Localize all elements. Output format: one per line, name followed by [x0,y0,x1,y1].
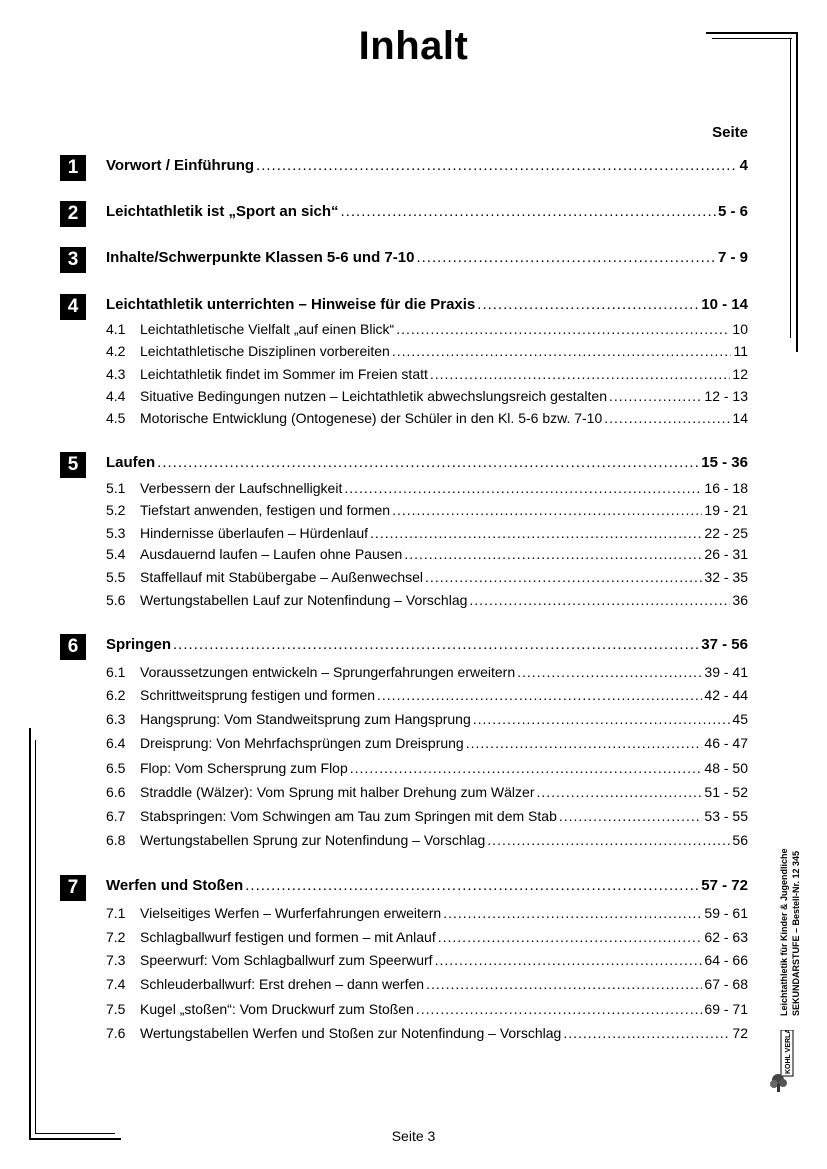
toc-item-5-3[interactable] [106,525,748,541]
dot-leader [392,343,732,359]
dot-leader [350,760,703,776]
table-of-contents [60,0,748,1169]
item-number: 5.2 [106,502,126,518]
frame-left-v2 [35,740,36,1134]
item-pages: 22 - 25 [704,525,748,541]
toc-item-6-8[interactable] [106,832,748,848]
item-pages: 26 - 31 [704,546,748,562]
item-pages: 32 - 35 [704,569,748,585]
section-number-badge: 4 [60,294,86,320]
frame-left-v1 [29,728,31,1140]
dot-leader [425,569,702,585]
item-number: 6.4 [106,735,126,751]
toc-item-7-5[interactable] [106,1001,748,1017]
section-title-row [106,636,748,653]
toc-item-6-5[interactable] [106,760,748,776]
dot-leader [392,502,702,518]
dot-leader [466,735,703,751]
item-pages: 72 [732,1025,748,1041]
item-title: Hangsprung: Vom Standweitsprung zum Hangsprung [140,711,471,727]
item-pages: 48 - 50 [704,760,748,776]
toc-item-4-1[interactable] [106,321,748,337]
item-pages: 12 [732,366,748,382]
section-pages: 57 - 72 [701,877,748,894]
item-title: Motorische Entwicklung (Ontogenese) der Schüler in den Kl. 5-6 bzw. 7-10 [140,410,603,426]
page-footer: Seite 3 [391,1128,436,1144]
dot-leader [477,296,699,313]
dot-leader [430,366,731,382]
item-title: Wertungstabellen Sprung zur Notenfindung – Vorschlag [140,832,486,848]
item-number: 7.2 [106,929,126,945]
item-pages: 45 [732,711,748,727]
section-title: Inhalte/Schwerpunkte Klassen 5-6 und 7-10 [106,249,415,266]
toc-section-4[interactable] [60,294,748,318]
item-number: 6.5 [106,760,126,776]
section-title: Leichtathletik ist „Sport an sich“ [106,203,339,220]
item-pages: 11 [733,343,748,359]
item-number: 4.4 [106,388,126,404]
section-number-badge: 3 [60,247,86,273]
item-number: 4.1 [106,321,126,337]
item-number: 6.6 [106,784,126,800]
item-title: Flop: Vom Schersprung zum Flop [140,760,348,776]
item-pages: 51 - 52 [704,784,748,800]
item-title: Dreisprung: Von Mehrfachsprüngen zum Dreisprung [140,735,464,751]
item-pages: 64 - 66 [704,952,748,968]
item-pages: 16 - 18 [704,480,748,496]
toc-item-6-1[interactable] [106,664,748,680]
item-title: Schrittweitsprung festigen und formen [140,687,376,703]
toc-item-7-1[interactable] [106,905,748,921]
item-number: 4.2 [106,343,126,359]
section-title: Vorwort / Einführung [106,157,255,174]
item-title: Straddle (Wälzer): Vom Sprung mit halber Drehung zum Wälzer [140,784,535,800]
item-number: 7.4 [106,976,126,992]
item-pages: 67 - 68 [704,976,748,992]
item-number: 5.1 [106,480,126,496]
toc-item-6-3[interactable] [106,711,748,727]
section-pages: 10 - 14 [701,296,748,313]
publisher-info [778,826,810,1016]
item-number: 7.6 [106,1025,126,1041]
item-number: 7.5 [106,1001,126,1017]
item-number: 7.1 [106,905,126,921]
page-title: Inhalt [358,24,469,68]
dot-leader [559,808,703,824]
dot-leader [370,525,702,541]
toc-item-5-4[interactable] [106,546,748,562]
section-number-badge: 7 [60,875,86,901]
toc-section-5[interactable] [60,452,748,476]
item-title: Leichtathletik findet im Sommer im Freien statt [140,366,428,382]
item-number: 7.3 [106,952,126,968]
dot-leader [245,877,699,894]
tree-icon [768,1030,798,1094]
dot-leader [344,480,702,496]
item-number: 6.2 [106,687,126,703]
item-title: Speerwurf: Vom Schlagballwurf zum Speerwurf [140,952,433,968]
item-title: Wertungstabellen Lauf zur Notenfindung – Vorschlag [140,592,468,608]
item-pages: 69 - 71 [704,1001,748,1017]
dot-leader [536,784,702,800]
item-pages: 36 [732,592,748,608]
section-number-badge: 6 [60,634,86,660]
publisher-logo [768,1030,798,1094]
toc-item-7-4[interactable] [106,976,748,992]
item-title: Vielseitiges Werfen – Wurferfahrungen erweitern [140,905,442,921]
dot-leader [443,905,702,921]
section-pages: 7 - 9 [717,249,748,266]
item-number: 6.8 [106,832,126,848]
item-number: 6.1 [106,664,126,680]
toc-item-4-4[interactable] [106,388,748,404]
section-title-row [106,877,748,894]
item-title: Tiefstart anwenden, festigen und formen [140,502,391,518]
toc-item-5-1[interactable] [106,480,748,496]
item-title: Schleuderballwurf: Erst drehen – dann werfen [140,976,425,992]
dot-leader [487,832,730,848]
toc-item-6-4[interactable] [106,735,748,751]
item-title: Voraussetzungen entwickeln – Sprungerfahrungen erweitern [140,664,516,680]
dot-leader [396,321,730,337]
item-pages: 39 - 41 [704,664,748,680]
section-pages: 37 - 56 [701,636,748,653]
section-number-badge: 5 [60,452,86,478]
toc-item-4-2[interactable] [106,343,748,359]
toc-item-5-5[interactable] [106,569,748,585]
frame-right-v2 [790,38,791,338]
toc-item-4-5[interactable] [106,410,748,426]
toc-item-5-6[interactable] [106,592,748,608]
item-pages: 42 - 44 [704,687,748,703]
item-pages: 10 [732,321,748,337]
item-title: Staffellauf mit Stabübergabe – Außenwechsel [140,569,424,585]
item-title: Ausdauernd laufen – Laufen ohne Pausen [140,546,403,562]
section-pages: 15 - 36 [701,454,748,471]
toc-section-2[interactable] [60,201,748,225]
dot-leader [604,410,730,426]
publisher-line-2: SEKUNDARSTUFE – Bestell-Nr. 12 345 [791,850,801,1016]
item-title: Wertungstabellen Werfen und Stoßen zur Notenfindung – Vorschlag [140,1025,562,1041]
dot-leader [473,711,731,727]
toc-item-4-3[interactable] [106,366,748,382]
dot-leader [256,157,738,174]
section-number-badge: 1 [60,155,86,181]
item-title: Leichtathletische Vielfalt „auf einen Blick“ [140,321,395,337]
section-pages: 4 [739,157,748,174]
toc-item-6-2[interactable] [106,687,748,703]
item-title: Situative Bedingungen nutzen – Leichtathletik abwechslungsreich gestalten [140,388,607,404]
toc-item-7-6[interactable] [106,1025,748,1041]
item-pages: 12 - 13 [704,388,748,404]
dot-leader [438,929,703,945]
toc-item-7-2[interactable] [106,929,748,945]
section-title-row [106,454,748,471]
dot-leader [609,388,702,404]
toc-section-1[interactable] [60,155,748,179]
toc-item-6-7[interactable] [106,808,748,824]
item-pages: 56 [732,832,748,848]
dot-leader [416,1001,703,1017]
item-number: 4.3 [106,366,126,382]
section-title: Springen [106,636,172,653]
dot-leader [416,249,716,266]
dot-leader [435,952,703,968]
item-pages: 14 [732,410,748,426]
item-title: Kugel „stoßen“: Vom Druckwurf zum Stoßen [140,1001,414,1017]
item-number: 5.6 [106,592,126,608]
item-title: Stabspringen: Vom Schwingen am Tau zum Springen mit dem Stab [140,808,557,824]
frame-right-v1 [796,32,798,352]
toc-item-5-2[interactable] [106,502,748,518]
item-number: 5.3 [106,525,126,541]
item-title: Hindernisse überlaufen – Hürdenlauf [140,525,369,541]
item-number: 5.4 [106,546,126,562]
item-title: Schlagballwurf festigen und formen – mit Anlauf [140,929,436,945]
item-title: Leichtathletische Disziplinen vorbereiten [140,343,390,359]
section-pages: 5 - 6 [717,203,748,220]
page-column-label: Seite [712,124,748,141]
section-title-row [106,296,748,313]
item-number: 5.5 [106,569,126,585]
item-number: 6.7 [106,808,126,824]
dot-leader [469,592,730,608]
toc-section-3[interactable] [60,247,748,271]
item-number: 4.5 [106,410,126,426]
toc-item-6-6[interactable] [106,784,748,800]
section-title-row [106,157,748,174]
dot-leader [157,454,699,471]
section-title-row [106,249,748,266]
section-number-badge: 2 [60,201,86,227]
dot-leader [341,203,716,220]
item-pages: 62 - 63 [704,929,748,945]
section-title-row [106,203,748,220]
toc-item-7-3[interactable] [106,952,748,968]
dot-leader [426,976,702,992]
dot-leader [563,1025,730,1041]
toc-section-6[interactable] [60,634,748,658]
dot-leader [377,687,702,703]
item-pages: 19 - 21 [704,502,748,518]
item-pages: 59 - 61 [704,905,748,921]
section-title: Leichtathletik unterrichten – Hinweise für die Praxis [106,296,476,313]
section-title: Laufen [106,454,156,471]
dot-leader [404,546,702,562]
dot-leader [517,664,702,680]
item-title: Verbessern der Laufschnelligkeit [140,480,343,496]
toc-section-7[interactable] [60,875,748,899]
item-number: 6.3 [106,711,126,727]
publisher-line-1: Leichtathletik für Kinder & Jugendliche [779,848,789,1016]
section-title: Werfen und Stoßen [106,877,244,894]
item-pages: 46 - 47 [704,735,748,751]
dot-leader [173,636,699,653]
logo-wordmark: KOHL VERLAG [785,1030,792,1074]
item-pages: 53 - 55 [704,808,748,824]
